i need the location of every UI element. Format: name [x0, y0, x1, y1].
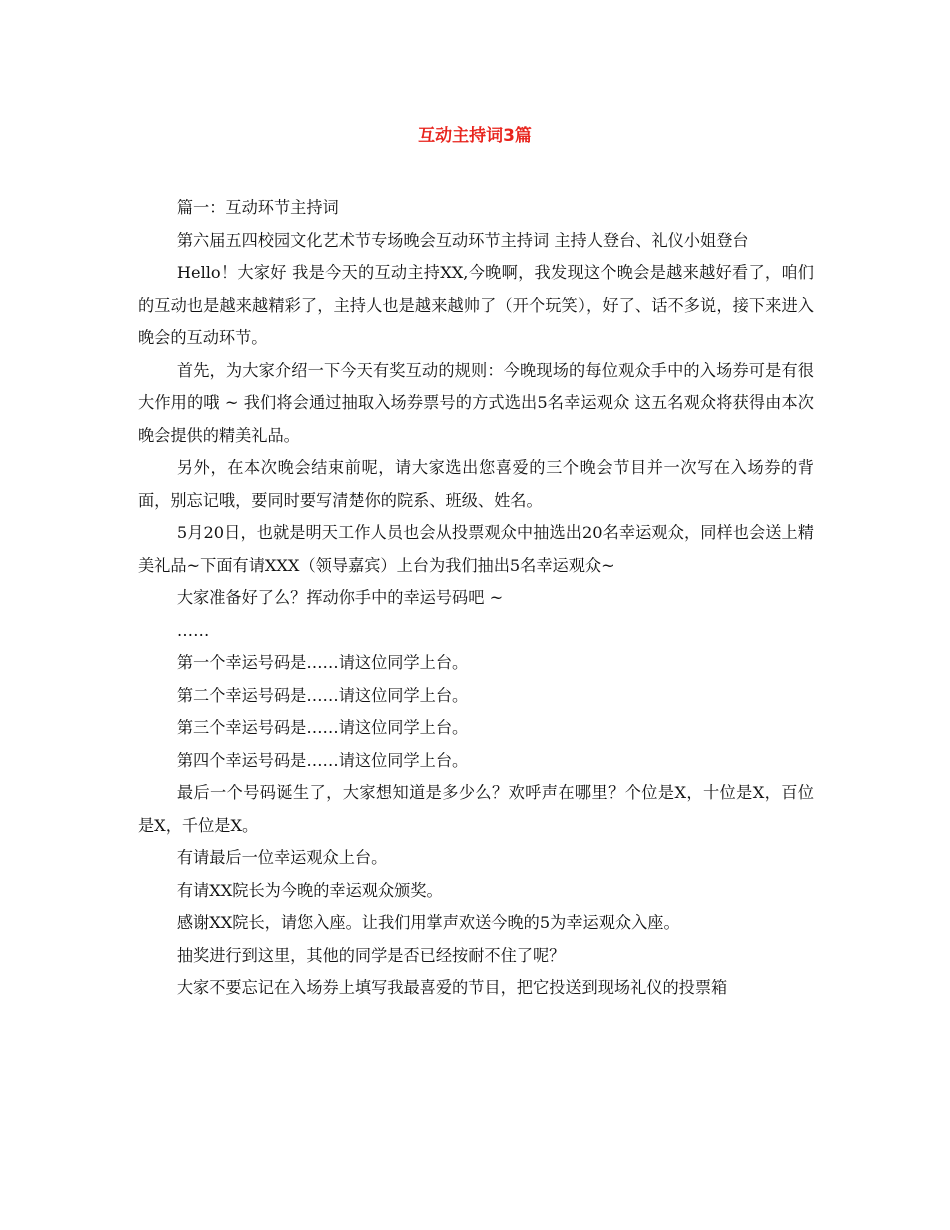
- paragraph: 抽奖进行到这里，其他的同学是否已经按耐不住了呢？: [176, 945, 566, 965]
- paragraph: 首先，为大家介绍一下今天有奖互动的规则：今晚现场的每位观众手中的入场券可是有很大作用的哦 ~ 我们将会通过抽取入场券票号的方式选出5名幸运观众 这五名观众将获得由本次晚会提供的精美礼品。: [138, 360, 814, 445]
- paragraph: 大家准备好了么？挥动你手中的幸运号码吧 ~: [176, 588, 504, 607]
- paragraph: 第三个幸运号码是……请这位同学上台。: [176, 718, 469, 737]
- paragraph: 第二个幸运号码是……请这位同学上台。: [176, 685, 469, 705]
- paragraph: 有请最后一位幸运观众上台。: [176, 848, 388, 867]
- paragraph: 第四个幸运号码是……请这位同学上台。: [176, 750, 469, 770]
- paragraph: 最后一个号码诞生了，大家想知道是多少么？欢呼声在哪里？个位是X，十位是X，百位是X，千位是X。: [138, 783, 814, 835]
- paragraph: 另外，在本次晚会结束前呢，请大家选出您喜爱的三个晚会节目并一次写在入场券的背面，别忘记哦，要同时要写清楚你的院系、班级、姓名。: [138, 458, 814, 510]
- paragraph: 大家不要忘记在入场券上填写我最喜爱的节目，把它投送到现场礼仪的投票箱: [176, 978, 728, 997]
- paragraph: 5月20日，也就是明天工作人员也会从投票观众中抽选出20名幸运观众，同样也会送上精美礼品~下面有请XXX（领导嘉宾）上台为我们抽出5名幸运观众~: [138, 523, 814, 575]
- paragraph: 第六届五四校园文化艺术节专场晚会互动环节主持词 主持人登台、礼仪小姐登台: [176, 230, 749, 250]
- paragraph: ……: [176, 620, 210, 640]
- paragraph: Hello！大家好 我是今天的互动主持XX,今晚啊，我发现这个晚会是越来越好看了，咱们的互动也是越来越精彩了，主持人也是越来越帅了（开个玩笑），好了、话不多说，接下来进入晚会的互动环节。: [138, 263, 814, 347]
- paragraph: 篇一：互动环节主持词: [176, 198, 339, 217]
- paragraph: 第一个幸运号码是……请这位同学上台。: [176, 653, 469, 672]
- document-body: [138, 192, 814, 1005]
- paragraph: 感谢XX院长，请您入座。让我们用掌声欢送今晚的5为幸运观众入座。: [176, 913, 680, 932]
- document-title: 互动主持词3篇: [418, 126, 532, 146]
- paragraph: 有请XX院长为今晚的幸运观众颁奖。: [176, 880, 443, 900]
